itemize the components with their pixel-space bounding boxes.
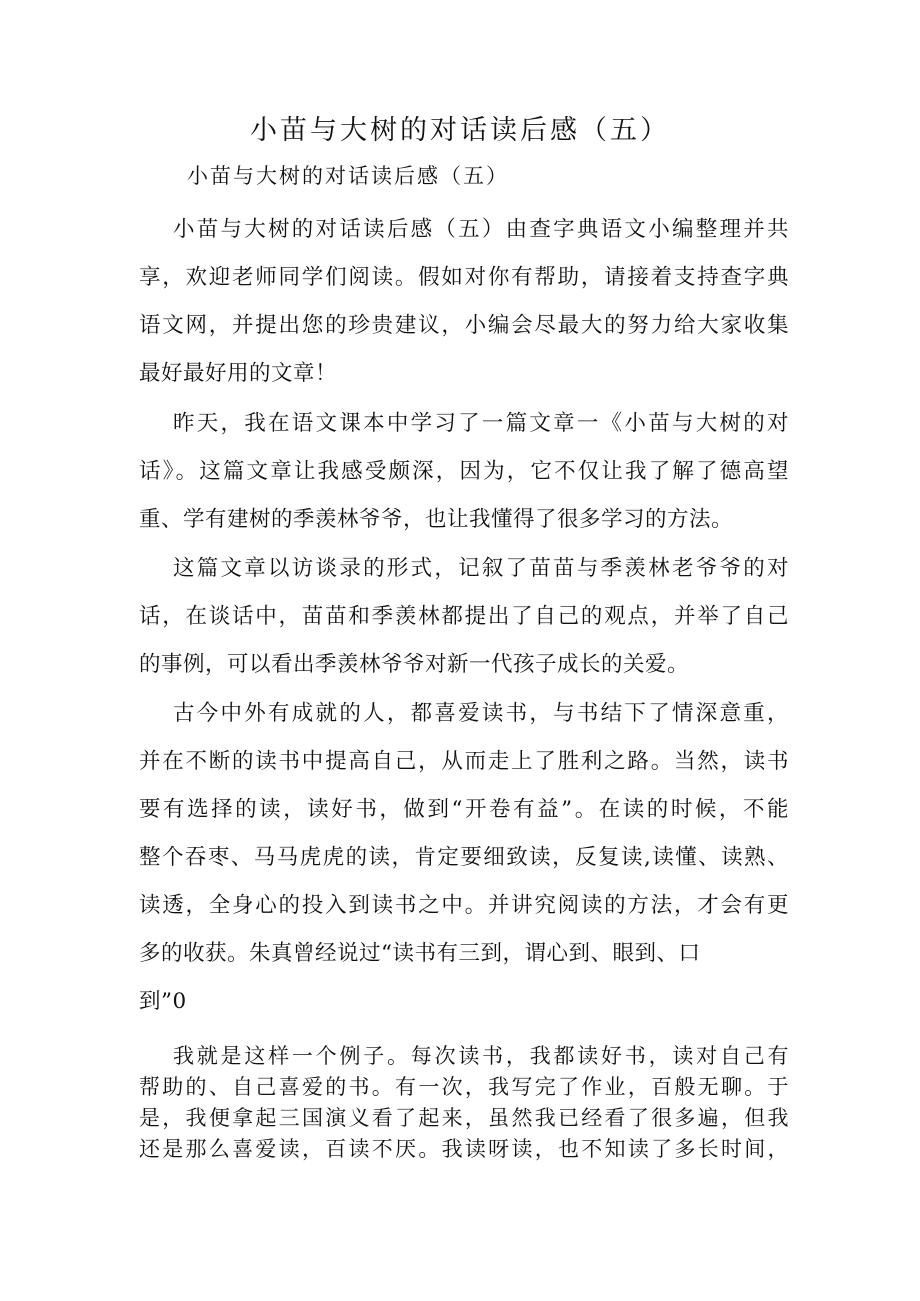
paragraph-line: 的事例，可以看出季羡林爷爷对新一代孩子成长的关爱。: [139, 652, 690, 677]
paragraph-line: 古今中外有成就的人，都喜爱读书，与书结下了情深意重，: [173, 701, 789, 726]
paragraph-line: 帮助的、自己喜爱的书。有一次，我写完了作业，百般无聊。于: [139, 1075, 789, 1099]
paragraph-line: 我就是这样一个例子。每次读书，我都读好书，读对自己有: [173, 1044, 789, 1068]
paragraph-line: 还是那么喜爱读，百读不厌。我读呀读，也不知读了多长时间，: [139, 1137, 789, 1161]
paragraph-line: 语文网，并提出您的珍贵建议，小编会尽最大的努力给大家收集: [139, 313, 789, 338]
paragraph-line: 是，我便拿起三国演义看了起来，虽然我已经看了很多遍，但我: [139, 1106, 789, 1130]
paragraph-line: 话》。这篇文章让我感受颇深，因为，它不仅让我了解了德高望: [139, 459, 789, 484]
paragraph-line: 昨天，我在语文课本中学习了一篇文章一《小苗与大树的对: [173, 411, 789, 436]
paragraph-line: 多的收获。朱真曾经说过“读书有三到，谓心到、眼到、口: [139, 941, 701, 966]
paragraph-line: 整个吞枣、马马虎虎的读，肯定要细致读，反复读,读懂、读熟、: [139, 845, 789, 870]
paragraph-line: 享，欢迎老师同学们阅读。假如对你有帮助，请接着支持查字典: [139, 265, 789, 290]
paragraph-line: 话，在谈话中，苗苗和季羡林都提出了自己的观点，并举了自己: [139, 604, 789, 629]
paragraph-line: 到”0: [139, 989, 187, 1014]
paragraph-line: 并在不断的读书中提高自己，从而走上了胜利之路。当然，读书: [139, 749, 789, 774]
paragraph-line: 读透，全身心的投入到读书之中。并讲究阅读的方法，才会有更: [139, 893, 789, 918]
document-subtitle: 小苗与大树的对话读后感（五）: [187, 164, 509, 188]
paragraph-line: 最好最好用的文章！: [139, 361, 338, 386]
document-title: 小苗与大树的对话读后感（五）: [250, 115, 670, 146]
paragraph-line: 重、学有建树的季羡林爷爷，也让我懂得了很多学习的方法。: [139, 507, 734, 532]
paragraph-line: 小苗与大树的对话读后感（五）由查字典语文小编整理并共: [173, 217, 789, 242]
paragraph-line: 这篇文章以访谈录的形式，记叙了苗苗与季羡林老爷爷的对: [173, 556, 789, 581]
paragraph-line: 要有选择的读，读好书，做到“开卷有益”。在读的时候，不能: [139, 797, 789, 822]
